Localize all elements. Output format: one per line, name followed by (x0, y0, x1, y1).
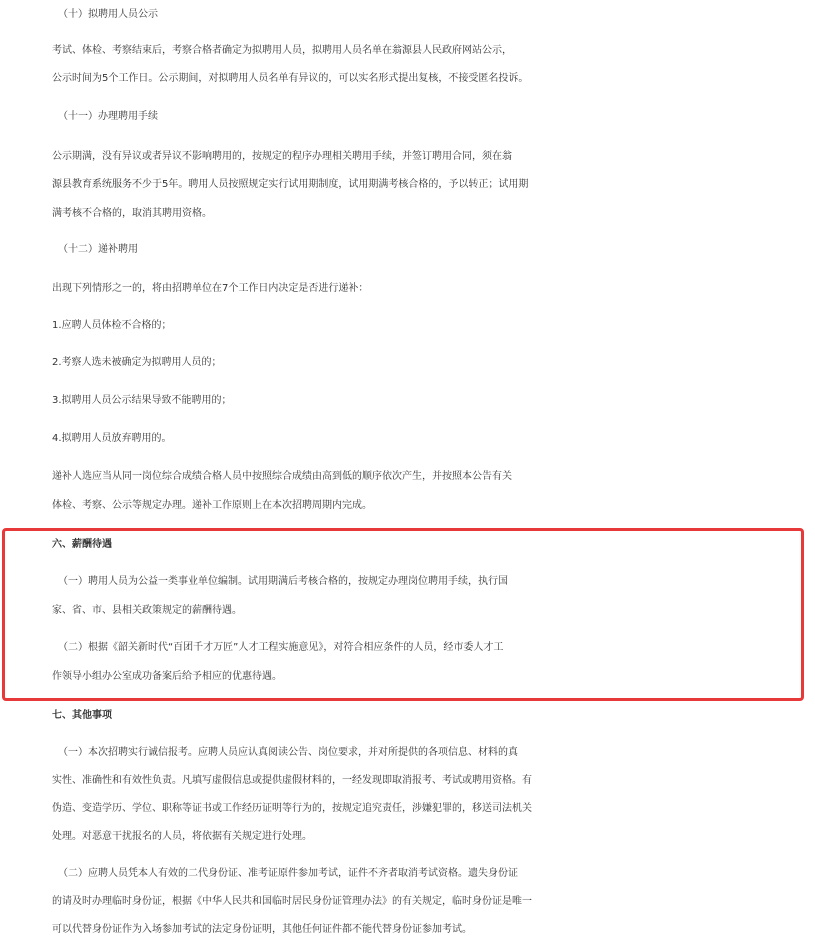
paragraph-line: 考试、体检、考察结束后，考察合格者确定为拟聘用人员，拟聘用人员名单在翁源县人民政府网站公示， (52, 45, 512, 56)
paragraph-line: 处理。对恶意干扰报名的人员，将依据有关规定进行处理。 (52, 831, 312, 842)
subsection-heading: （十一）办理聘用手续 (58, 111, 158, 122)
paragraph-line: 递补人选应当从同一岗位综合成绩合格人员中按照综合成绩由高到低的顺序依次产生，并按照本公告有关 (52, 471, 512, 482)
paragraph-line: 2.考察人选未被确定为拟聘用人员的； (52, 357, 222, 368)
paragraph-line: 出现下列情形之一的，将由招聘单位在7个工作日内决定是否进行递补： (52, 283, 369, 294)
paragraph-line: （二）根据《韶关新时代“百团千才万匠”人才工程实施意见》，对符合相应条件的人员，经市委人才工 (58, 642, 504, 653)
paragraph-line: 体检、考察、公示等规定办理。递补工作原则上在本次招聘周期内完成。 (52, 500, 372, 511)
paragraph-line: 可以代替身份证作为入场参加考试的法定身份证明，其他任何证件都不能代替身份证参加考试。 (52, 924, 472, 935)
paragraph-line: 1.应聘人员体检不合格的； (52, 320, 172, 331)
paragraph-line: 公示期满，没有异议或者异议不影响聘用的，按规定的程序办理相关聘用手续，并签订聘用合同，须在翁 (52, 151, 512, 162)
paragraph-line: 伪造、变造学历、学位、职称等证书或工作经历证明等行为的，按规定追究责任，涉嫌犯罪的，移送司法机关 (52, 803, 532, 814)
section-heading: 七、其他事项 (52, 710, 112, 721)
paragraph-line: 4.拟聘用人员放弃聘用的。 (52, 433, 172, 444)
paragraph-line: 的请及时办理临时身份证，根据《中华人民共和国临时居民身份证管理办法》的有关规定，临时身份证是唯一 (52, 896, 532, 907)
subsection-heading: （十二）递补聘用 (58, 244, 138, 255)
paragraph-line: 公示时间为5个工作日。公示期间，对拟聘用人员名单有异议的，可以实名形式提出复核，不接受匿名投诉。 (52, 73, 529, 84)
paragraph-line: 满考核不合格的，取消其聘用资格。 (52, 208, 212, 219)
paragraph-line: 源县教育系统服务不少于5年。聘用人员按照规定实行试用期制度，试用期满考核合格的，予以转正；试用期 (52, 179, 529, 190)
section-heading: 六、薪酬待遇 (52, 539, 112, 550)
paragraph-line: （二）应聘人员凭本人有效的二代身份证、准考证原件参加考试，证件不齐者取消考试资格。遗失身份证 (58, 868, 518, 879)
paragraph-line: 作领导小组办公室成功备案后给予相应的优惠待遇。 (52, 671, 282, 682)
subsection-heading: （十）拟聘用人员公示 (58, 9, 158, 20)
paragraph-line: （一）本次招聘实行诚信报考。应聘人员应认真阅读公告、岗位要求，并对所提供的各项信息、材料的真 (58, 747, 518, 758)
paragraph-line: 实性、准确性和有效性负责。凡填写虚假信息或提供虚假材料的，一经发现即取消报考、考试或聘用资格。有 (52, 775, 532, 786)
paragraph-line: 3.拟聘用人员公示结果导致不能聘用的； (52, 395, 232, 406)
paragraph-line: 家、省、市、县相关政策规定的薪酬待遇。 (52, 605, 242, 616)
paragraph-line: （一）聘用人员为公益一类事业单位编制。试用期满后考核合格的，按规定办理岗位聘用手续，执行国 (58, 576, 508, 587)
